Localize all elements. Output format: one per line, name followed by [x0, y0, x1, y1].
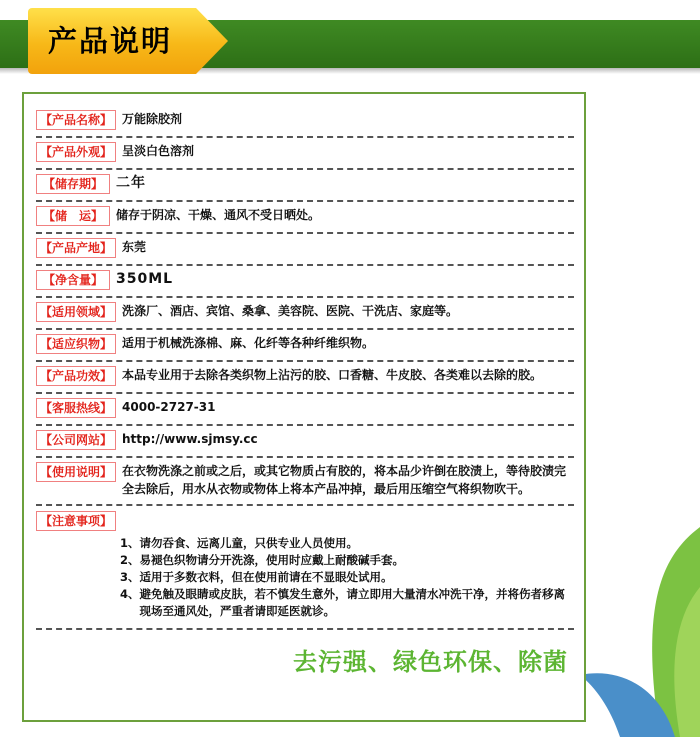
value-storage: 储存于阴凉、干燥、通风不受日晒处。: [116, 208, 321, 222]
note-number: 4、: [120, 587, 140, 601]
value-shelf-life: 二年: [116, 175, 146, 191]
row-instructions: [36, 458, 574, 506]
note-text: 避免触及眼睛或皮肤，若不慎发生意外，请立即用大量清水冲洗干净，并将伤者移离现场至通风处，严重者请即延医就诊。: [139, 587, 566, 618]
slogan: 去污强、绿色环保、除菌: [293, 648, 568, 676]
value-fabrics: 适用于机械洗涤棉、麻、化纤等各种纤维织物。: [122, 336, 375, 350]
note-item: [120, 569, 574, 586]
value-net-content: 350ML: [116, 271, 174, 287]
row-fabrics: [36, 330, 574, 362]
row-website: [36, 426, 574, 458]
row-applications: [36, 298, 574, 330]
label-website: 【公司网站】: [36, 430, 116, 450]
label-origin: 【产品产地】: [36, 238, 116, 258]
note-number: 1、: [120, 536, 140, 550]
value-hotline: 4000-2727-31: [122, 400, 216, 414]
label-instructions: 【使用说明】: [36, 462, 116, 482]
row-net-content: [36, 266, 574, 298]
row-efficacy: [36, 362, 574, 394]
value-instructions: 在衣物洗涤之前或之后，或其它物质占有胶的，将本品少许倒在胶渍上，等待胶渍完全去除后，用水从衣物或物体上将本产品冲掉，最后用压缩空气将织物吹干。: [122, 464, 567, 496]
note-text: 请勿吞食、远离儿童，只供专业人员使用。: [139, 536, 359, 550]
value-applications: 洗涤厂、酒店、宾馆、桑拿、美容院、医院、干洗店、家庭等。: [122, 304, 459, 318]
row-origin: [36, 234, 574, 266]
value-website[interactable]: http://www.sjmsy.cc: [122, 432, 258, 446]
label-net-content: 【净含量】: [36, 270, 110, 290]
row-appearance: [36, 138, 574, 170]
note-item: [120, 535, 574, 552]
row-hotline: [36, 394, 574, 426]
value-efficacy: 本品专业用于去除各类织物上沾污的胶、口香糖、牛皮胶、各类难以去除的胶。: [122, 368, 543, 382]
note-text: 适用于多数衣料，但在使用前请在不显眼处试用。: [139, 570, 393, 584]
label-product-name: 【产品名称】: [36, 110, 116, 130]
notes-list: [116, 535, 574, 620]
note-item: [120, 586, 574, 620]
label-appearance: 【产品外观】: [36, 142, 116, 162]
label-applications: 【适用领域】: [36, 302, 116, 322]
label-hotline: 【客服热线】: [36, 398, 116, 418]
leaf-decoration-icon: [580, 497, 700, 737]
label-shelf-life: 【储存期】: [36, 174, 110, 194]
value-origin: 东莞: [122, 240, 147, 254]
note-item: [120, 552, 574, 569]
label-efficacy: 【产品功效】: [36, 366, 116, 386]
row-product-name: [36, 106, 574, 138]
label-notes: 【注意事项】: [36, 511, 116, 531]
row-storage: [36, 202, 574, 234]
note-number: 3、: [120, 570, 140, 584]
product-info-panel: [22, 92, 586, 722]
row-notes: [36, 506, 574, 630]
label-fabrics: 【适应织物】: [36, 334, 116, 354]
note-text: 易褪色织物请分开洗涤，使用时应戴上耐酸碱手套。: [139, 553, 405, 567]
value-appearance: 呈淡白色溶剂: [122, 144, 195, 158]
row-shelf-life: [36, 170, 574, 202]
info-rows: [36, 106, 574, 630]
page-title: 产品说明: [48, 24, 173, 58]
note-number: 2、: [120, 553, 140, 567]
label-storage: 【储 运】: [36, 206, 110, 226]
value-product-name: 万能除胶剂: [122, 112, 183, 126]
